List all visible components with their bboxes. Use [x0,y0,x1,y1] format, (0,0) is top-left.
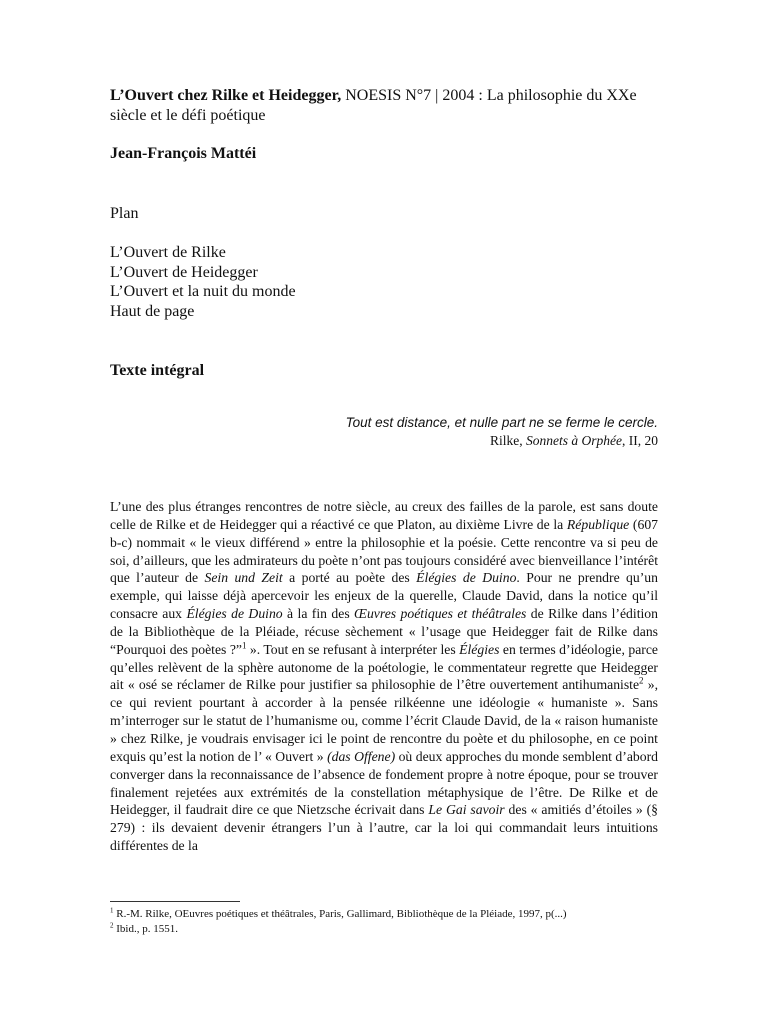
footnote-number: 2 [110,921,114,930]
footnote-divider [110,901,240,902]
plan-item-ouvert-nuit[interactable]: L’Ouvert et la nuit du monde [110,283,296,300]
footnote-ref-1[interactable]: 1 [241,640,247,651]
plan-item-top-of-page[interactable]: Haut de page [110,302,195,320]
footnote-1 [110,907,658,922]
author-name: Jean-François Mattéi [110,145,257,162]
plan-item-ouvert-rilke[interactable]: L’Ouvert de Rilke [110,244,226,261]
footnote-2 [110,922,658,937]
footnote-number: 1 [110,906,114,915]
body-paragraph: L’une des plus étranges rencontres de notre siècle, au creux des failles de la parole, est sans doute celle de Rilke et de Heidegger qui a réactivé ce que Platon, au dixième Livre de la République (607 b-c) nommait « le vieux différend » entre la philosophie et la poésie. Cette rencontre va si peu de soi, d’ailleurs, que les admirateurs du poète n’ont pas toujours considéré avec bienveillance l’intérêt que l’auteur de Sein und Zeit a porté au poète des Élégies de Duino. Pour ne prendre qu’un exemple, qui laisse déjà apercevoir les enjeux de la querelle, Claude David, dans la notice qu’il consacre aux Élégies de Duino à la fin des Œuvres poétiques et théâtrales de Rilke dans l’édition de la Bibliothèque de la Pléiade, récuse sèchement « l’usage que Heidegger fait de Rilke dans “Pourquoi des poètes ?”$^1$ ». Tout en se refusant à interpréter les Élégies en termes d’idéologie, parce qu’elles relèvent de la sphère autonome de la poétologie, le commentateur regrette que Heidegger ait « osé se réclamer de Rilke pour justifier sa philosophie de l’être ouvertement antihumaniste$^2$ », ce qui revient pourtant à accorder à la pensée rilkéenne une idéologie « humaniste ». Sans m’interroger sur le statut de l’humanisme ou, comme l’écrit Claude David, de la « raison humaniste » chez Rilke, je voudrais envisager ici le point de rencontre du poète et du philosophe, en ce point exquis qu’est la notion de l’ « Ouvert » (das Offene) où deux approches du monde semblent d’abord converger dans la reconnaissance de l’absence de fondement propre à notre époque, pour se trouver finalement rejetées aux extrémités de la constellation métaphysique de l’être. De Rilke et de Heidegger, il faudrait dire ce que Nietzsche écrivait dans Le Gai savoir des « amitiés d’étoiles » (§ 279) : ils devaient devenir étrangers l’un à l’autre, car la loi qui commandait leurs intuitions différentes de la [110,499,659,854]
epigraph [110,414,658,450]
footnote-text: R.-M. Rilke, OEuvres poétiques et théâtrales, Paris, Gallimard, Bibliothèque de la Pléiade, 1997, p(...) [113,908,567,920]
footnote-text: Ibid., p. 1551. [113,923,178,935]
full-text-heading: Texte intégral [110,362,205,379]
article-title: L’Ouvert chez Rilke et Heidegger, [110,87,342,104]
journal-info: NOESIS N°7 | 2004 : La philosophie du XXe siècle et le défi poétique [110,87,637,124]
document-title [110,86,658,126]
plan-item-ouvert-heidegger[interactable]: L’Ouvert de Heidegger [110,263,258,281]
plan-list [110,243,658,321]
epigraph-source [110,432,658,450]
epigraph-quote: Tout est distance, et nulle part ne se ferme le cercle. [345,415,658,430]
epigraph-source-author: Rilke, [490,433,527,448]
epigraph-source-title: Sonnets à Orphée [526,433,622,448]
footnotes [110,907,658,937]
epigraph-source-ref: , II, 20 [622,433,658,448]
plan-heading: Plan [110,205,139,222]
footnote-ref-2[interactable]: 2 [639,675,644,686]
